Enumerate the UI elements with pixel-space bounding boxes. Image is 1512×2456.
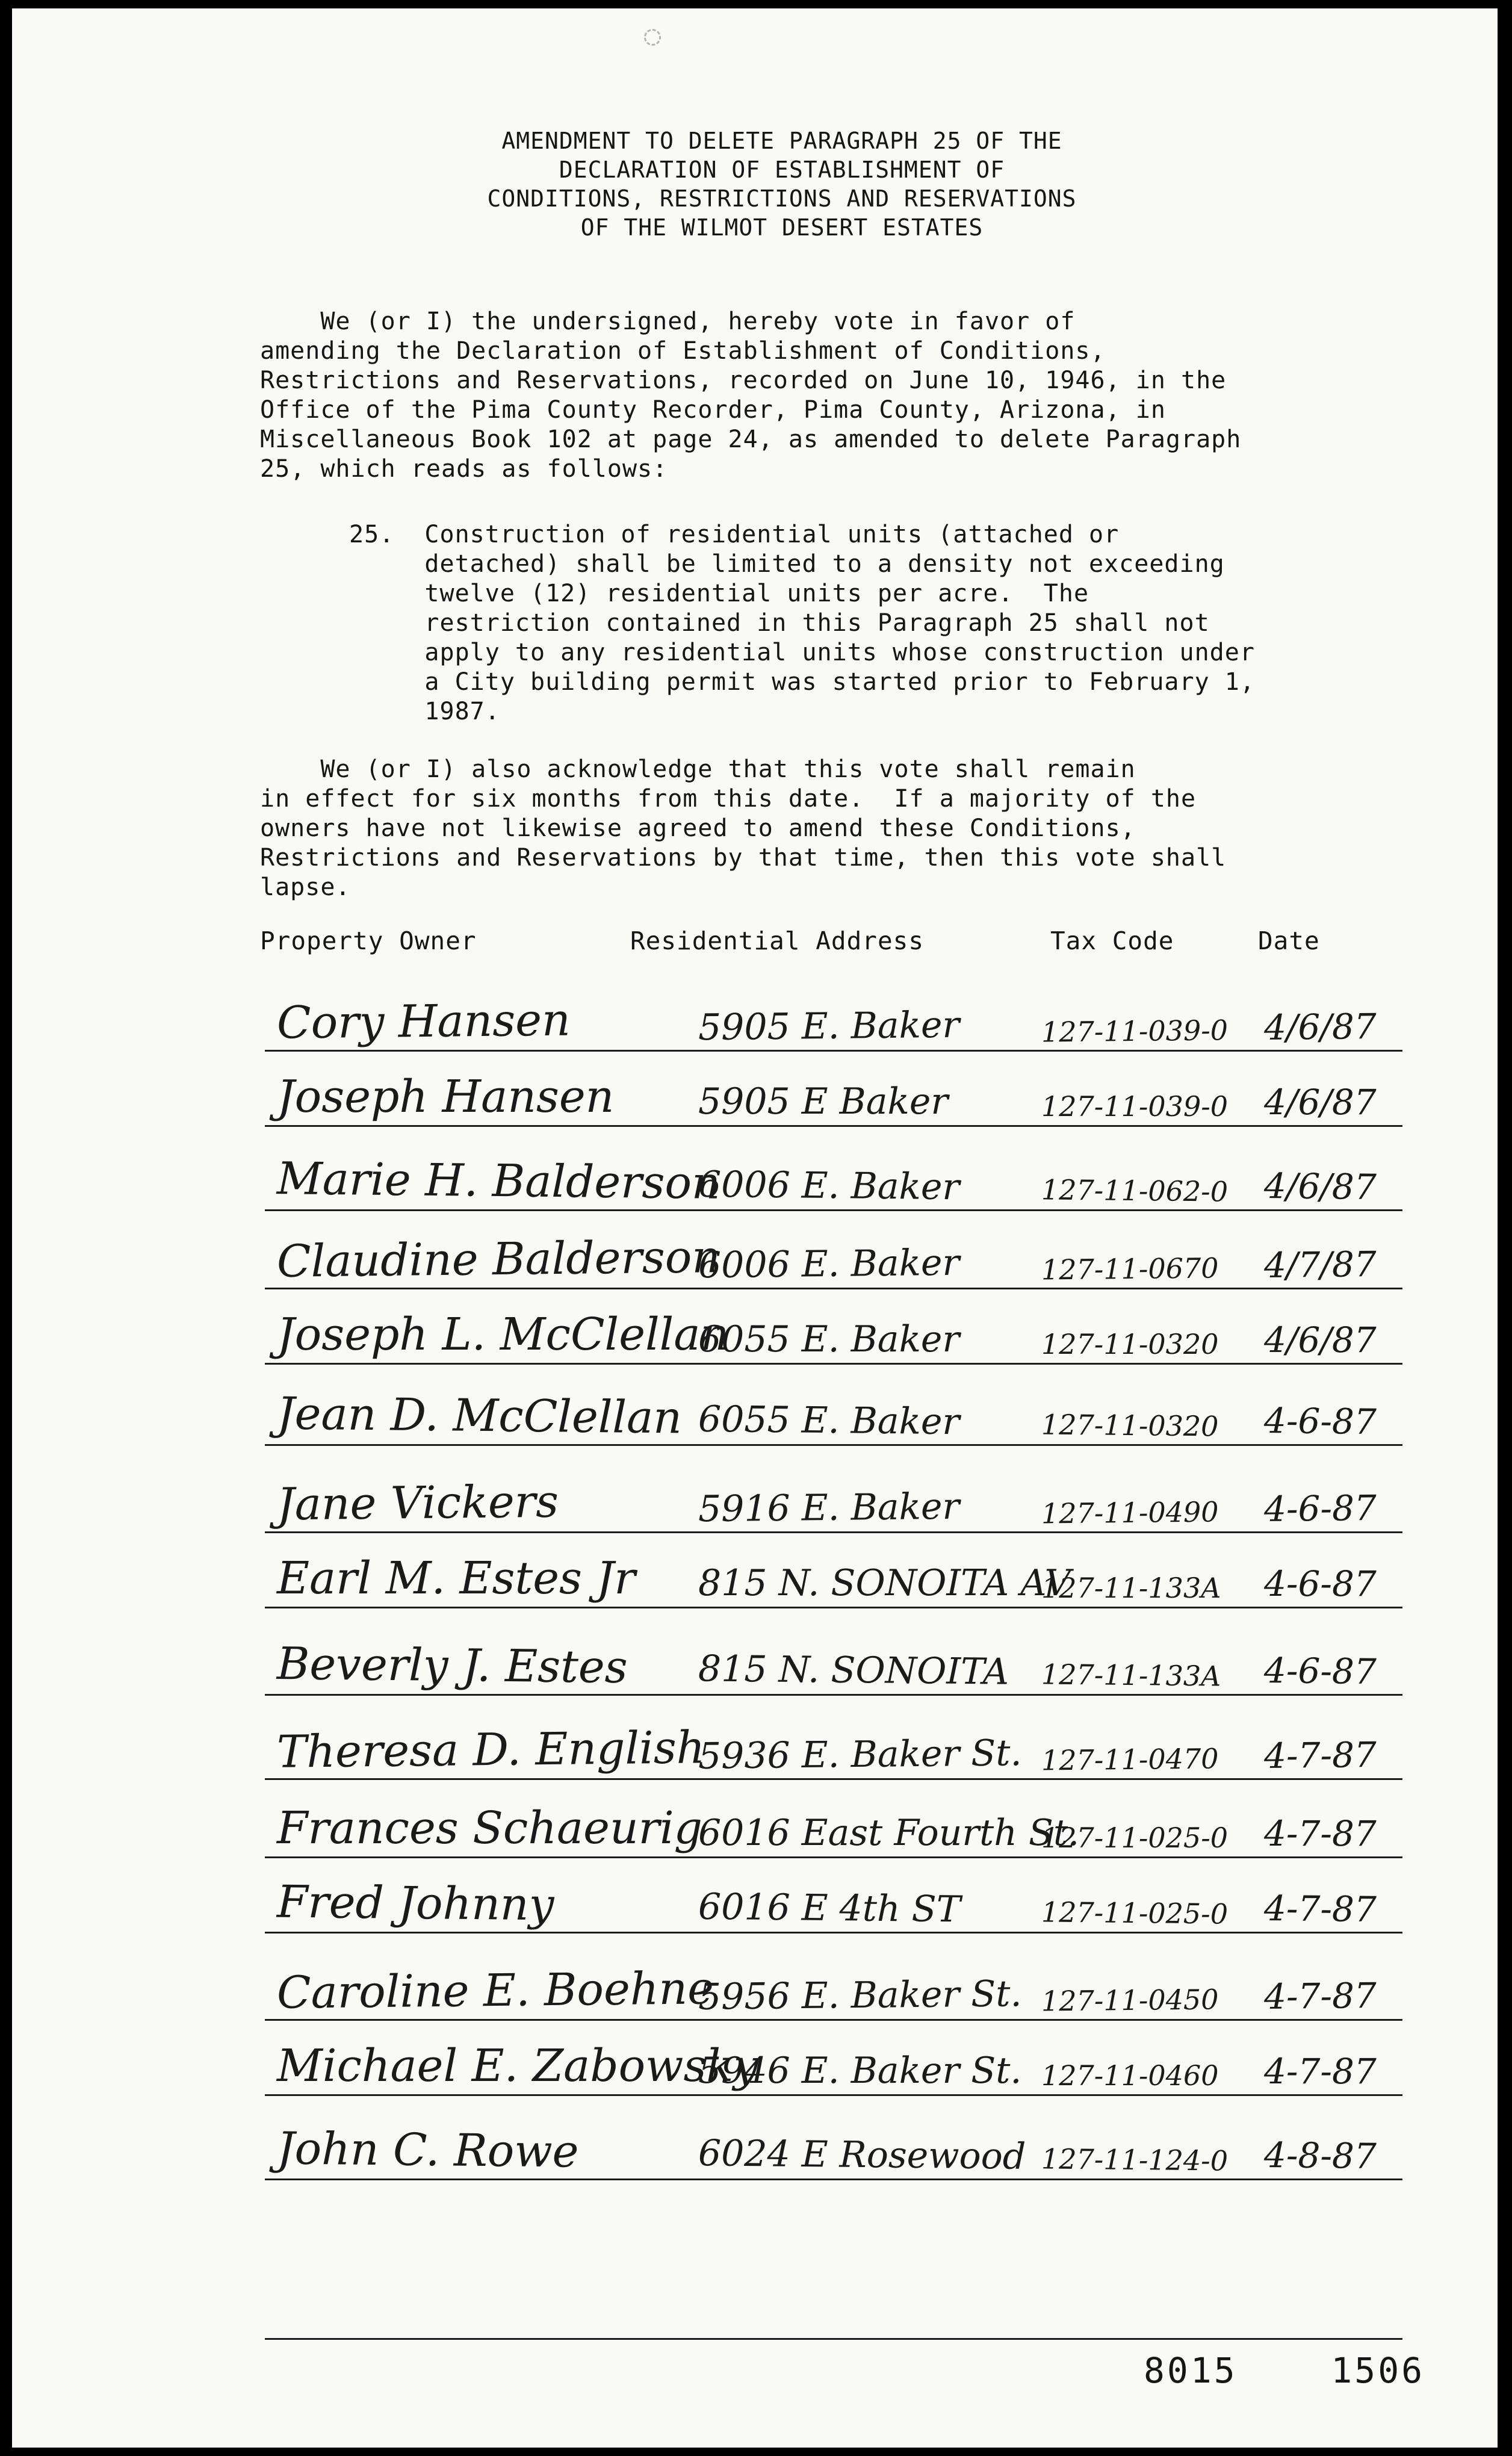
handwritten-address: 6016 E 4th ST	[698, 1885, 961, 1931]
handwritten-tax: 127-11-133A	[1041, 1572, 1221, 1604]
signature-row	[265, 1628, 1402, 1696]
handwritten-owner: Theresa D. English	[276, 1722, 705, 1778]
handwritten-date: 4/6/87	[1264, 1319, 1377, 1360]
title-line: CONDITIONS, RESTRICTIONS AND RESERVATIONS	[487, 185, 1077, 212]
handwritten-date: 4/6/87	[1264, 1082, 1377, 1123]
handwritten-date: 4-7-87	[1263, 1888, 1377, 1930]
handwritten-address: 5946 E. Baker St.	[698, 2050, 1022, 2092]
header-residential-address: Residential Address	[630, 926, 924, 955]
handwritten-tax: 127-11-0320	[1041, 1328, 1219, 1360]
handwritten-owner: Cory Hansen	[276, 994, 571, 1049]
handwritten-date: 4-8-87	[1263, 2135, 1377, 2177]
punch-hole-mark	[644, 29, 661, 46]
handwritten-address: 5956 E. Baker St.	[698, 1973, 1022, 2018]
handwritten-address: 5916 E. Baker	[698, 1485, 960, 1531]
title-line: OF THE WILMOT DESERT ESTATES	[580, 214, 984, 241]
handwritten-date: 4/7/87	[1263, 1244, 1377, 1286]
handwritten-owner: Jean D. McClellan	[276, 1388, 683, 1444]
handwritten-tax: 127-11-039-0	[1041, 1090, 1228, 1123]
handwritten-owner: Marie H. Balderson	[276, 1153, 721, 1209]
handwritten-date: 4-7-87	[1264, 2051, 1377, 2092]
handwritten-owner: Fred Johnny	[276, 1876, 554, 1931]
handwritten-address: 6006 E. Baker	[698, 1241, 960, 1287]
document-title	[12, 126, 1498, 242]
handwritten-tax: 127-11-0490	[1041, 1495, 1219, 1530]
handwritten-tax: 127-11-0460	[1041, 2059, 1219, 2092]
document-number: 8015 1506	[1144, 2350, 1425, 2391]
handwritten-tax: 127-11-025-0	[1041, 1896, 1228, 1930]
signature-row	[265, 2112, 1402, 2180]
handwritten-address: 5905 E. Baker	[698, 1003, 960, 1049]
handwritten-owner: Caroline E. Boehne	[276, 1962, 714, 2019]
title-line: AMENDMENT TO DELETE PARAGRAPH 25 OF THE	[501, 128, 1062, 154]
signature-row	[265, 1865, 1402, 1933]
handwritten-tax: 127-11-0670	[1041, 1251, 1219, 1286]
handwritten-address: 6006 E. Baker	[698, 1163, 960, 1209]
blank-signature-line	[265, 2338, 1402, 2340]
paragraph-25-quote: 25. Construction of residential units (attached or detached) shall be limited to a density not exceeding twelve (12) residential units per acre. The restriction contained in this Paragraph 25 shall not apply to any residential units whose construction under a City building permit was started prior to February 1, 1987.	[349, 521, 1255, 725]
handwritten-owner: Jane Vickers	[276, 1475, 559, 1531]
handwritten-date: 4/6/87	[1263, 1006, 1377, 1048]
handwritten-owner: Earl M. Estes Jr	[277, 1552, 636, 1604]
header-property-owner: Property Owner	[260, 926, 477, 955]
handwritten-date: 4-6-87	[1263, 1650, 1377, 1692]
acknowledgement-paragraph: We (or I) also acknowledge that this vote shall remain in effect for six months from this date. If a majority of the owners have not likewise agreed to amend these Conditions, Restrictions and Reservations by that time, then this vote shall lapse.	[260, 755, 1227, 901]
handwritten-tax: 127-11-0470	[1041, 1742, 1219, 1777]
handwritten-address: 815 N. SONOITA AV	[698, 1562, 1071, 1604]
handwritten-address: 5936 E. Baker St.	[698, 1732, 1022, 1778]
vote-paragraph: We (or I) the undersigned, hereby vote in favor of amending the Declaration of Establishment of Conditions, Restrictions and Reservations, recorded on June 10, 1946, in the Office of the Pima County Recorder, Pima County, Arizona, in Miscellaneous Book 102 at page 24, as amended to delete Paragraph 25, which reads as follows:	[260, 308, 1242, 483]
handwritten-owner: Claudine Balderson	[276, 1231, 721, 1288]
handwritten-tax: 127-11-124-0	[1041, 2142, 1228, 2177]
handwritten-date: 4-6-87	[1263, 1400, 1377, 1442]
signature-row	[265, 1953, 1402, 2021]
signature-row	[265, 2028, 1402, 2096]
handwritten-tax: 127-11-025-0	[1041, 1822, 1228, 1854]
signature-row	[265, 1221, 1402, 1289]
handwritten-address: 6055 E. Baker	[698, 1398, 960, 1444]
handwritten-tax: 127-11-039-0	[1041, 1014, 1228, 1049]
handwritten-date: 4/6/87	[1263, 1165, 1377, 1208]
header-tax-code: Tax Code	[1050, 926, 1174, 955]
title-line: DECLARATION OF ESTABLISHMENT OF	[559, 157, 1005, 183]
handwritten-owner: Beverly J. Estes	[276, 1637, 628, 1694]
handwritten-tax: 127-11-062-0	[1041, 1173, 1228, 1208]
handwritten-date: 4-7-87	[1263, 1734, 1377, 1776]
signature-row	[265, 1378, 1402, 1446]
signature-row	[265, 1143, 1402, 1211]
handwritten-owner: Joseph L. McClellan	[277, 1309, 730, 1360]
signature-row	[265, 1540, 1402, 1608]
handwritten-address: 6016 East Fourth St.	[698, 1812, 1080, 1854]
handwritten-address: 6024 E Rosewood	[698, 2132, 1026, 2178]
handwritten-date: 4-6-87	[1264, 1563, 1377, 1604]
handwritten-date: 4-7-87	[1263, 1975, 1377, 2017]
signature-row	[265, 1465, 1402, 1533]
handwritten-owner: Joseph Hansen	[277, 1071, 615, 1123]
handwritten-owner: John C. Rowe	[276, 2123, 579, 2178]
handwritten-date: 4-7-87	[1264, 1813, 1377, 1854]
signature-row	[265, 1790, 1402, 1858]
handwritten-address: 815 N. SONOITA	[698, 1648, 1009, 1693]
signature-row	[265, 1297, 1402, 1365]
handwritten-tax: 127-11-133A	[1041, 1658, 1221, 1693]
handwritten-owner: Michael E. Zabowsky	[277, 2040, 759, 2092]
handwritten-owner: Frances Schaeurig	[277, 1802, 703, 1854]
handwritten-address: 5905 E Baker	[698, 1081, 949, 1123]
handwritten-date: 4-6-87	[1263, 1487, 1377, 1530]
signature-row	[265, 1059, 1402, 1127]
handwritten-tax: 127-11-0450	[1041, 1983, 1219, 2018]
signature-row	[265, 984, 1402, 1052]
handwritten-tax: 127-11-0320	[1041, 1408, 1219, 1443]
document-page	[12, 8, 1498, 2448]
header-date: Date	[1258, 926, 1320, 955]
signature-row	[265, 1712, 1402, 1780]
handwritten-address: 6055 E. Baker	[698, 1318, 960, 1360]
